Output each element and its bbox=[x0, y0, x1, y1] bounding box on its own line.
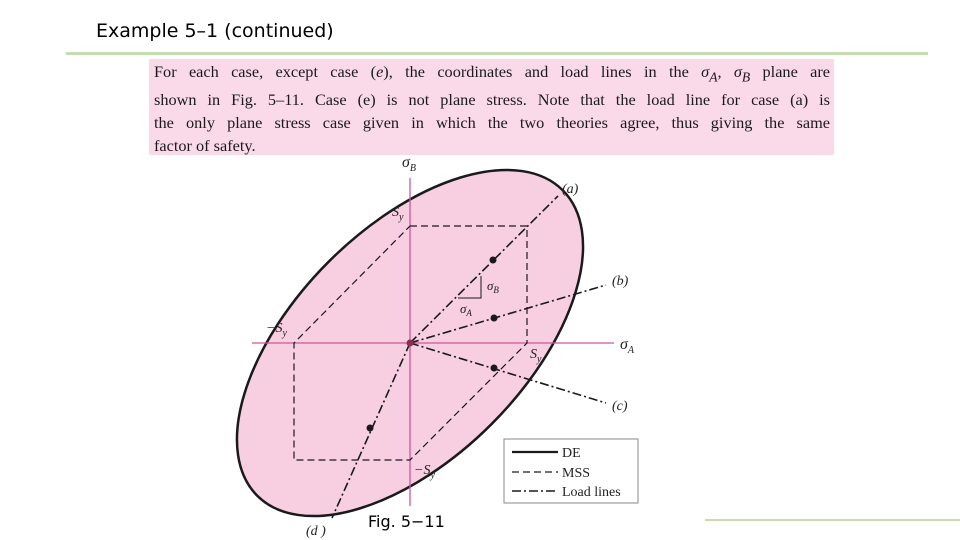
legend-load-lines-label: Load lines bbox=[562, 485, 621, 500]
footer-divider bbox=[705, 519, 960, 521]
inset-sigma-a-label: $\sigma_A$ bbox=[460, 301, 472, 318]
sigma-a-subscript: A bbox=[709, 69, 718, 85]
load-line-a-label: (a) bbox=[562, 182, 579, 197]
text-line-4: factor of safety. bbox=[154, 136, 256, 156]
stress-point-c bbox=[491, 365, 498, 372]
figure-legend bbox=[504, 439, 638, 503]
legend-de-label: DE bbox=[562, 446, 581, 461]
text-line-2: shown in Fig. 5–11. Case (e) is not plane stress. Note that the load line for case (a) is bbox=[154, 90, 830, 110]
sigma-b-axis-label: $\sigma_B$ bbox=[402, 154, 416, 174]
sigma-a-symbol: σ bbox=[701, 62, 710, 81]
stress-point-b bbox=[491, 315, 498, 322]
load-line-d-label: (d ) bbox=[306, 524, 326, 539]
neg-sy-bottom-label: $-S_y$ bbox=[414, 463, 435, 481]
figure-caption: Fig. 5−11 bbox=[368, 512, 445, 531]
sy-top-label: $S_y$ bbox=[392, 205, 404, 223]
text-line-1-part-3: plane are bbox=[750, 62, 830, 81]
text-line-1-part-1: For each case, except case ( bbox=[154, 62, 377, 81]
case-e-italic: e bbox=[376, 62, 384, 81]
stress-point-d bbox=[367, 425, 374, 432]
sigma-b-subscript: B bbox=[741, 69, 751, 85]
inset-sigma-b-label: $\sigma_B$ bbox=[487, 278, 499, 295]
neg-sy-left-label: $-S_y$ bbox=[266, 321, 287, 339]
slide-title: Example 5–1 (continued) bbox=[96, 20, 334, 42]
text-line-1-part-2: ), the coordinates and load lines in the bbox=[383, 62, 702, 81]
comma-separator: , bbox=[717, 62, 734, 81]
origin-dot bbox=[407, 340, 414, 347]
load-line-b-label: (b) bbox=[612, 274, 629, 289]
stress-point-a bbox=[490, 257, 497, 264]
sigma-a-axis-label: $\sigma_A$ bbox=[620, 336, 634, 356]
load-line-c-label: (c) bbox=[612, 399, 628, 414]
text-line-3: the only plane stress case given in which the two theories agree, thus giving the same bbox=[154, 113, 830, 133]
sy-right-label: $S_y$ bbox=[530, 347, 542, 365]
sigma-b-symbol: σ bbox=[733, 62, 742, 81]
legend-mss-label: MSS bbox=[562, 466, 591, 481]
